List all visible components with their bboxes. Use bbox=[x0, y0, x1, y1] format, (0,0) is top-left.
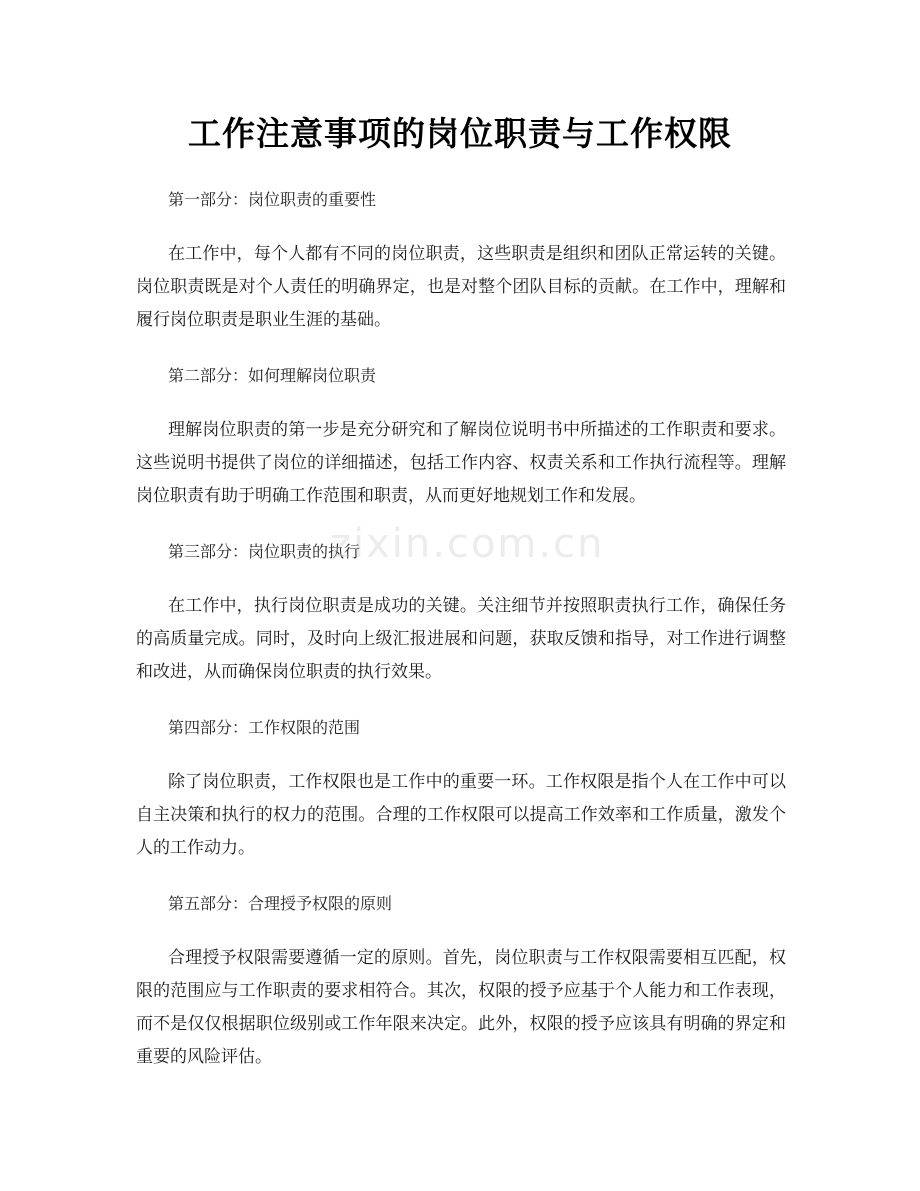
section-paragraph-5: 合理授予权限需要遵循一定的原则。首先，岗位职责与工作权限需要相互匹配，权限的范围应与工作职责的要求相符合。其次，权限的授予应基于个人能力和工作表现，而不是仅仅根据职位级别或工作年限来决定。此外，权限的授予应该具有明确的界定和重要的风险评估。 bbox=[136, 948, 786, 1067]
section-heading-1: 第一部分：岗位职责的重要性 bbox=[168, 190, 377, 209]
section-heading-3: 第三部分：岗位职责的执行 bbox=[168, 542, 361, 561]
section-heading-5: 第五部分：合理授予权限的原则 bbox=[168, 894, 393, 913]
section-paragraph-4: 除了岗位职责，工作权限也是工作中的重要一环。工作权限是指个人在工作中可以自主决策和执行的权力的范围。合理的工作权限可以提高工作效率和工作质量，激发个人的工作动力。 bbox=[136, 772, 786, 858]
watermark: zixin.com.cn bbox=[330, 521, 605, 567]
section-paragraph-2: 理解岗位职责的第一步是充分研究和了解岗位说明书中所描述的工作职责和要求。这些说明书提供了岗位的详细描述，包括工作内容、权责关系和工作执行流程等。理解岗位职责有助于明确工作范围和职责，从而更好地规划工作和发展。 bbox=[136, 420, 786, 506]
document-body bbox=[136, 186, 786, 1099]
section-heading-4: 第四部分：工作权限的范围 bbox=[168, 718, 361, 737]
page-title: 工作注意事项的岗位职责与工作权限 bbox=[188, 114, 732, 153]
section-heading-2: 第二部分：如何理解岗位职责 bbox=[168, 366, 377, 385]
section-paragraph-3: 在工作中，执行岗位职责是成功的关键。关注细节并按照职责执行工作，确保任务的高质量完成。同时，及时向上级汇报进展和问题，获取反馈和指导，对工作进行调整和改进，从而确保岗位职责的执行效果。 bbox=[136, 596, 786, 682]
section-paragraph-1: 在工作中，每个人都有不同的岗位职责，这些职责是组织和团队正常运转的关键。岗位职责既是对个人责任的明确界定，也是对整个团队目标的贡献。在工作中，理解和履行岗位职责是职业生涯的基础。 bbox=[136, 244, 786, 330]
